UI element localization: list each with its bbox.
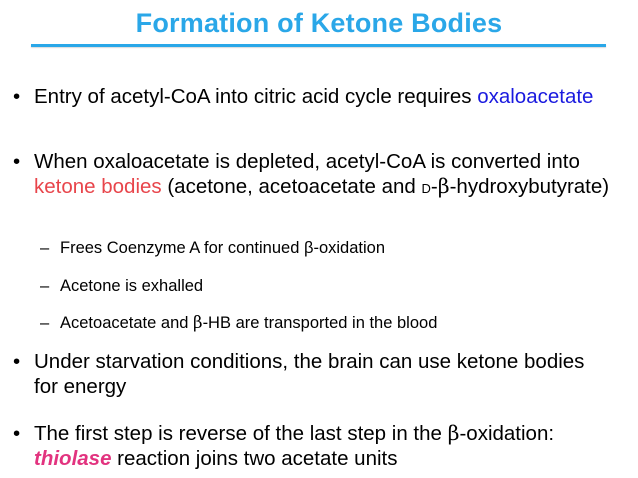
subbullet-acetone-exhaled (40, 276, 620, 296)
d-prefix: D (421, 181, 431, 196)
term-oxaloacetate: oxaloacetate (477, 85, 594, 108)
bullet-text-part: reaction joins two acetate units (111, 447, 398, 470)
beta-symbol: β (437, 174, 450, 198)
bullet-text-part: Entry of acetyl-CoA into citric acid cycle requires (34, 85, 478, 108)
slide-title: Formation of Ketone Bodies (135, 8, 503, 38)
beta-symbol: β (447, 421, 460, 445)
subbullet-marker: – (40, 277, 50, 295)
bullet-marker: • (13, 150, 21, 173)
bullet-text (34, 84, 613, 109)
bullet-text-part: The first step is reverse of the last step in the (34, 422, 448, 445)
subbullet-text: Acetone is exhalled (60, 277, 204, 295)
term-thiolase: thiolase (34, 447, 112, 470)
bullet-marker: • (13, 85, 21, 108)
bullet-text-part: -oxidation: (459, 422, 555, 445)
bullet-text-part: (acetone, acetoacetate and (161, 175, 422, 198)
bullet-first-step (13, 421, 613, 471)
bullet-text (34, 149, 613, 201)
bullet-marker: • (13, 350, 21, 373)
bullet-acetyl-coa-entry (13, 84, 613, 109)
hyphen: - (430, 175, 438, 198)
subbullet-text (60, 313, 620, 333)
subbullet-text-part: -HB are transported in the blood (202, 314, 438, 332)
subbullet-transport (40, 313, 620, 333)
term-ketone-bodies: ketone bodies (34, 175, 162, 198)
title-underline (31, 44, 606, 47)
bullet-ketone-conversion (13, 149, 613, 201)
subbullet-text-part: Acetoacetate and (60, 314, 194, 332)
beta-symbol: β (193, 313, 203, 332)
bullet-starvation (13, 349, 613, 399)
bullet-text-part: -hydroxybutyrate) (449, 175, 610, 198)
subbullet-text: Frees Coenzyme A for continued β-oxidation (60, 239, 385, 257)
bullet-text-part: When oxaloacetate is depleted, acetyl-CoA is converted into (34, 150, 580, 173)
bullet-text: Under starvation conditions, the brain can use ketone bodies for energy (34, 350, 585, 398)
bullet-text (34, 421, 613, 471)
bullet-marker: • (13, 422, 21, 445)
subbullet-frees-coa (40, 238, 620, 258)
subbullet-marker: – (40, 314, 50, 332)
subbullet-marker: – (40, 239, 50, 257)
